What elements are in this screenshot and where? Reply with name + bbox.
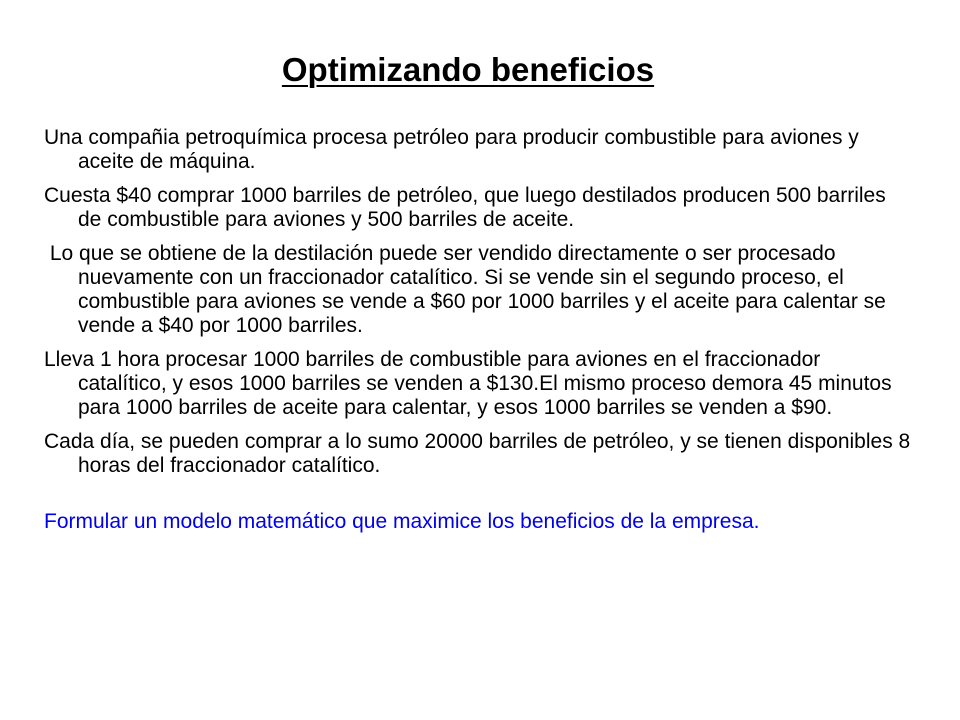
paragraph-distillation: Lo que se obtiene de la destilación puede ser vendido directamente o ser procesado nuevamente con un fraccionador catalítico. Si se vende sin el segundo proceso, el combustible para aviones se vende a $60 por 1000 barriles y el aceite para calentar se vende a $40 por 1000 barriles. [44,242,892,337]
paragraph-constraints: Cada día, se pueden comprar a lo sumo 20000 barriles de petróleo, y se tienen disponibles 8 horas del fraccionador catalítico. [44,430,911,477]
paragraph-cost: Cuesta $40 comprar 1000 barriles de petróleo, que luego destilados producen 500 barriles de combustible para aviones y 500 barriles de aceite. [44,184,886,231]
paragraph-fractionator: Lleva 1 hora procesar 1000 barriles de combustible para aviones en el fraccionador catalítico, y esos 1000 barriles se venden a $130.El mismo proceso demora 45 minutos para 1000 barriles de aceite para calentar, y esos 1000 barriles se venden a $90. [44,348,892,419]
paragraph-company: Una compañia petroquímica procesa petróleo para producir combustible para aviones y aceite de máquina. [44,126,859,173]
slide-title: Optimizando beneficios [281,51,655,88]
task-statement: Formular un modelo matemático que maximice los beneficios de la empresa. [44,510,760,533]
slide-body [44,126,914,544]
